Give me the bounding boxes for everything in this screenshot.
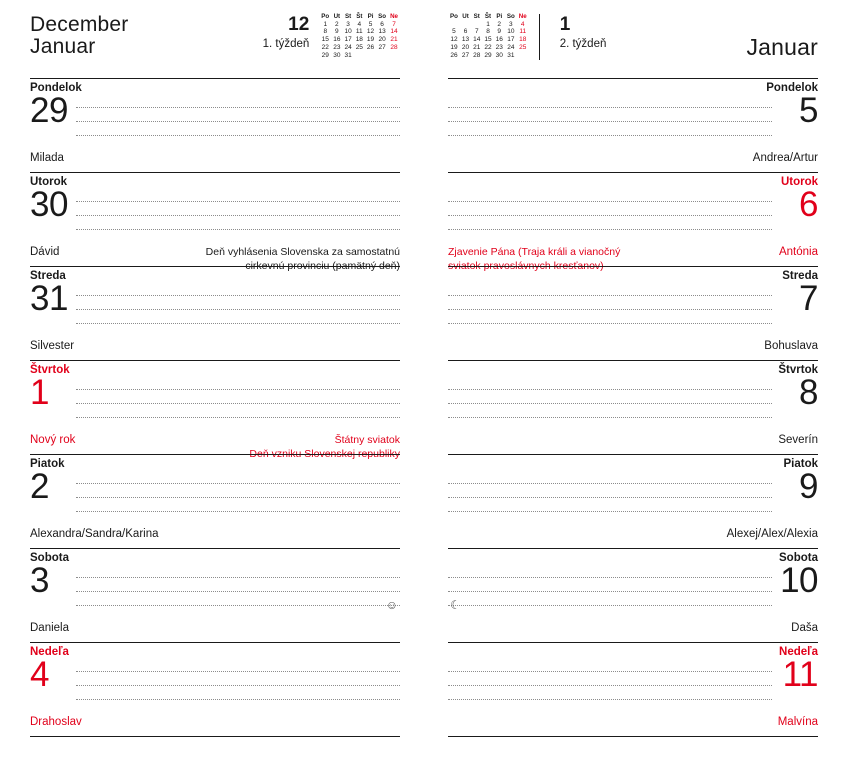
name-day-label: Drahoslav [30,716,82,728]
mini-day-cell: 29 [321,51,329,59]
mini-day-cell: 22 [484,43,492,51]
mini-day-cell: 13 [378,28,386,36]
right-mini-calendar [448,14,529,60]
day-write-lines[interactable] [76,377,400,461]
write-line [448,323,772,324]
day-body [30,185,400,273]
name-day-label: Bohuslava [764,340,818,352]
write-line [448,483,772,484]
mini-day-cell [354,52,365,60]
day-row[interactable] [448,360,818,454]
right-week-info [550,14,607,51]
mini-day-cell: 26 [450,51,458,59]
write-line [448,577,772,578]
day-body [30,91,400,149]
write-line [448,605,772,606]
write-line [76,605,400,606]
day-number: 7 [799,279,818,318]
day-body [30,655,400,713]
day-body [30,467,400,525]
mini-day-cell: 14 [473,36,481,44]
mini-day-cell: 17 [344,36,352,44]
mini-day-cell: 23 [333,43,341,51]
day-row[interactable] [30,266,400,360]
day-write-lines[interactable] [76,283,400,337]
day-write-lines[interactable] [76,95,400,149]
write-line [76,511,400,512]
name-day-label: Alexandra/Sandra/Karina [30,528,159,540]
write-line [448,511,772,512]
day-number: 4 [30,655,49,694]
mini-day-cell: 6 [380,20,384,28]
name-day-label: Dávid [30,246,60,258]
name-day-label: Daniela [30,622,69,634]
mini-day-cell: 24 [507,43,515,51]
mini-header-cell: Ut [462,13,469,20]
mini-day-cell: 15 [484,36,492,44]
mini-day-cell: 19 [366,36,375,44]
mini-day-cell: 11 [519,28,527,36]
mini-day-cell: 10 [344,28,352,36]
name-day-label: Andrea/Artur [752,152,818,164]
write-line [76,323,400,324]
day-row[interactable] [30,78,400,172]
write-line [76,201,400,202]
write-line [448,107,772,108]
day-row[interactable] [30,360,400,461]
write-line [76,699,400,700]
write-line [448,417,772,418]
mini-day-cell: 4 [520,20,525,28]
day-number: 2 [30,467,49,506]
write-line [76,121,400,122]
left-page-header [30,14,400,76]
mini-week-row [319,44,400,52]
day-name: Nedeľa [779,646,818,658]
day-number: 3 [30,561,49,600]
left-week-info [263,14,320,51]
mini-day-cell: 12 [450,36,458,44]
write-line [448,389,772,390]
day-write-lines[interactable] [76,189,400,273]
moon-phase-icon: ☺ [385,598,398,612]
day-row[interactable] [30,642,400,736]
mini-day-cell: 1 [323,20,328,28]
day-body [448,467,818,525]
day-row[interactable] [448,454,818,548]
day-write-lines[interactable] [76,659,400,713]
mini-day-cell: 19 [450,43,458,51]
write-line [76,671,400,672]
write-line [448,215,772,216]
day-number: 10 [780,561,818,600]
write-line [76,135,400,136]
mini-day-cell: 24 [344,43,352,51]
mini-day-cell: 15 [321,36,329,44]
write-line [448,699,772,700]
mini-day-cell: 7 [392,20,396,28]
mini-day-cell: 6 [463,28,468,36]
write-line [76,591,400,592]
right-page-header [448,14,818,76]
write-line [448,121,772,122]
right-week-label: 2. týždeň [559,37,607,50]
day-number: 1 [30,373,49,412]
day-row[interactable] [448,642,818,736]
day-number: 31 [30,279,68,318]
mini-day-cell: 5 [452,28,456,36]
mini-day-cell [376,52,388,60]
mini-day-cell: 4 [357,20,362,28]
name-day-label: Severín [778,434,818,446]
mini-day-cell: 23 [495,43,503,51]
list-end-rule [448,736,818,737]
write-line [76,215,400,216]
day-name: Pondelok [766,82,818,94]
day-body [30,373,400,461]
mini-day-cell: 21 [473,43,481,51]
day-body [30,561,400,619]
write-line [76,685,400,686]
day-row[interactable] [448,548,818,642]
write-line [76,403,400,404]
name-day-label: Silvester [30,340,75,352]
mini-day-cell: 22 [321,43,329,51]
day-row[interactable] [30,172,400,273]
name-day-label: Antónia [778,246,818,258]
mini-day-cell: 8 [486,28,490,36]
calendar-page-right [424,0,848,768]
day-name: Pondelok [30,82,82,94]
mini-day-cell: 12 [366,28,375,36]
write-line [448,295,772,296]
mini-day-cell [517,52,529,60]
mini-day-cell: 3 [346,20,350,28]
mini-day-cell: 20 [378,36,386,44]
day-name: Streda [782,270,818,282]
name-day-label: Nový rok [30,434,76,446]
day-body [30,279,400,337]
day-name: Streda [30,270,66,282]
day-row[interactable] [448,78,818,172]
day-number: 29 [30,91,68,130]
write-line [448,135,772,136]
list-end-rule [30,736,400,737]
write-line [448,671,772,672]
mini-day-cell: 26 [366,43,375,51]
day-name: Sobota [30,552,69,564]
mini-header-cell: Po [321,13,330,20]
mini-day-cell [388,52,400,60]
left-day-list [30,78,400,737]
mini-day-cell: 17 [507,36,515,44]
mini-day-cell: 20 [461,43,470,51]
mini-day-cell: 31 [344,51,352,59]
mini-day-cell: 25 [519,43,527,51]
mini-day-cell: 11 [355,28,363,36]
right-month-title [746,14,818,60]
day-number: 30 [30,185,68,224]
header-divider [539,14,540,60]
left-week-label: 1. týždeň [262,37,310,50]
write-line [76,107,400,108]
day-write-lines[interactable] [448,377,772,431]
day-name: Štvrtok [778,364,818,376]
day-name: Utorok [30,176,68,188]
right-month-name: Januar [746,34,818,60]
day-name: Utorok [780,176,818,188]
mini-header-cell: Ne [390,13,398,20]
mini-day-cell: 9 [335,28,339,36]
mini-day-cell: 30 [495,51,503,59]
mini-day-cell: 7 [474,28,479,36]
write-line [448,309,772,310]
mini-day-cell: 27 [461,51,470,59]
mini-day-cell: 16 [495,36,503,44]
name-day-label: Alexej/Alex/Alexia [726,528,818,540]
day-number: 6 [799,185,818,224]
day-write-lines[interactable] [448,659,772,713]
mini-day-cell: 18 [519,36,527,44]
day-write-lines[interactable] [448,283,772,337]
mini-day-cell: 25 [355,43,363,51]
left-week-number: 12 [288,14,310,35]
day-name: Nedeľa [30,646,69,658]
day-row[interactable] [30,454,400,548]
mini-header-cell: St [473,13,480,20]
right-week-number: 1 [559,14,571,35]
day-body [448,91,818,149]
mini-week-row [448,44,529,52]
write-line [76,389,400,390]
day-note: Štátny sviatok Deň vzniku Slovenskej republiky [249,434,400,461]
mini-day-cell: 14 [390,28,398,36]
day-body [448,279,818,337]
mini-day-cell: 28 [390,43,398,51]
day-name: Piatok [30,458,65,470]
moon-phase-icon: ☾ [450,598,461,612]
day-body [448,655,818,713]
mini-header-cell: So [378,13,387,20]
day-number: 9 [799,467,818,506]
mini-day-cell: 1 [486,20,490,28]
mini-week-row [448,52,529,60]
day-number: 11 [782,655,818,694]
left-month-name-1: December [30,13,129,36]
left-month-name-2: Januar [30,34,96,58]
write-line [448,403,772,404]
mini-day-cell: 29 [484,51,492,59]
mini-header-cell: Št [484,13,492,20]
day-write-lines[interactable] [448,189,772,273]
mini-day-cell: 8 [323,28,328,36]
mini-day-cell: 30 [333,51,341,59]
mini-header-cell: Pi [496,13,503,20]
write-line [448,229,772,230]
write-line [448,685,772,686]
right-mini-calendar-wrap [448,14,550,60]
mini-week-row [319,52,400,60]
mini-day-cell: 5 [368,20,373,28]
day-name: Piatok [783,458,818,470]
write-line [448,591,772,592]
mini-header-cell: Ne [518,13,527,20]
mini-day-cell: 21 [390,36,398,44]
mini-day-cell: 2 [497,20,502,28]
write-line [76,417,400,418]
write-line [76,309,400,310]
write-line [76,497,400,498]
mini-header-cell: Pi [367,13,374,20]
mini-header-cell: Po [450,13,458,20]
day-write-lines[interactable] [448,95,772,149]
day-body [448,185,818,273]
mini-header-cell: St [344,13,352,20]
mini-day-cell: 13 [461,36,470,44]
name-day-label: Milada [30,152,64,164]
mini-day-cell: 31 [507,51,515,59]
day-row[interactable] [448,266,818,360]
day-row[interactable] [448,172,818,273]
day-body [448,561,818,619]
day-write-lines[interactable] [448,471,772,525]
day-write-lines[interactable] [448,565,772,619]
write-line [448,201,772,202]
right-day-list [448,78,818,737]
mini-header-cell: Št [356,13,363,20]
mini-day-cell: 18 [355,36,363,44]
mini-day-cell: 27 [378,43,386,51]
mini-day-cell: 2 [335,20,339,28]
write-line [76,577,400,578]
day-note: Deň vyhlásenia Slovenska za samostatnú cirkevnú provinciu (pamätný deň) [205,246,400,273]
mini-day-cell: 28 [473,51,481,59]
mini-day-cell [365,52,376,60]
name-day-label: Daša [791,622,818,634]
day-note: Zjavenie Pána (Traja králi a vianočný sviatok pravoslávnych kresťanov) [448,246,621,273]
write-line [448,497,772,498]
day-row[interactable] [30,548,400,642]
left-mini-calendar [319,14,400,60]
mini-day-cell: 16 [333,36,341,44]
day-number: 8 [799,373,818,412]
mini-day-cell: 3 [509,20,513,28]
mini-day-cell: 9 [497,28,502,36]
left-mini-calendar-wrap [319,14,400,60]
mini-header-cell: Ut [333,13,341,20]
name-day-label: Malvína [777,716,818,728]
day-body [448,373,818,431]
day-number: 5 [799,91,818,130]
day-write-lines[interactable] [76,471,400,525]
mini-day-cell: 10 [507,28,515,36]
write-line [76,483,400,484]
mini-header-cell: So [506,13,515,20]
day-name: Sobota [779,552,818,564]
write-line [76,229,400,230]
day-name: Štvrtok [30,364,70,376]
left-month-title [30,14,128,58]
write-line [76,295,400,296]
day-write-lines[interactable] [76,565,400,619]
